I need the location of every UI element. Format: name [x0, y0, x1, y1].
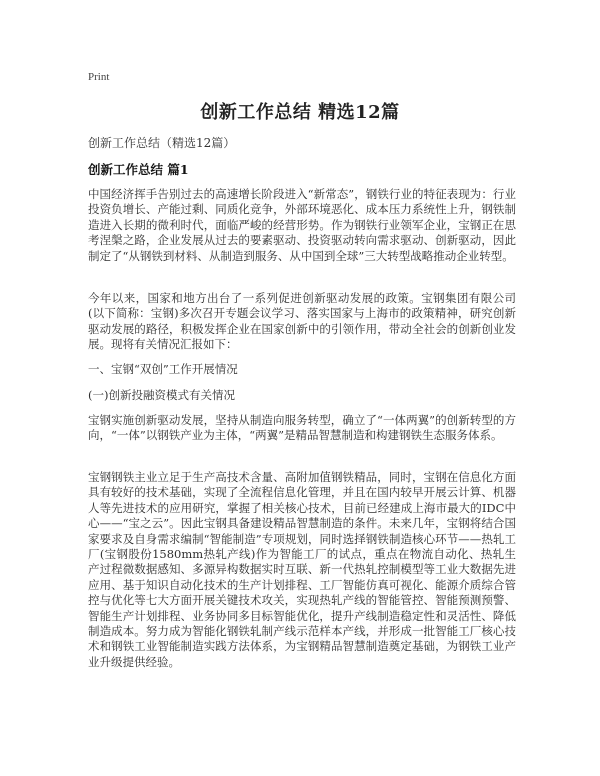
- print-link[interactable]: Print: [88, 71, 110, 83]
- paragraph-4: (一)创新投融资模式有关情况: [88, 388, 235, 402]
- paragraph-1: 中国经济挥手告别过去的高速增长阶段进入“新常态”，钢铁行业的特征表现为：行业投资负增长、产能过剩、同质化竞争，外部环境恶化、成本压力系统性上升，钢铁制造进入长期的微利时代，面临严峻的经营形势。作为钢铁行业领军企业，宝钢正在思考涅槃之路，企业发展从过去的要素驱动、投资驱动转向需求驱动、创新驱动，因此制定了“从钢铁到材料、从制造到服务、从中国到全球”三大转型战略推动企业转型。: [88, 187, 516, 263]
- document-title: 创新工作总结 精选12篇: [200, 102, 400, 123]
- paragraph-3: 一、宝钢“双创”工作开展情况: [88, 362, 238, 376]
- section-heading: 创新工作总结 篇1: [88, 162, 189, 177]
- paragraph-5: 宝钢实施创新驱动发展，坚持从制造向服务转型，确立了“一体两翼”的创新转型的方向，“一体”以钢铁产业为主体，“两翼”是精品智慧制造和构建钢铁生态服务体系。: [88, 413, 516, 443]
- paragraph-6: 宝钢钢铁主业立足于生产高技术含量、高附加值钢铁精品，同时，宝钢在信息化方面具有较好的技术基础，实现了全流程信息化管理，并且在国内较早开展云计算、机器人等先进技术的应用研究，掌握了相关核心技术，目前已经建成上海市最大的IDC中心——“宝之云”。因此宝钢具备建设精品智慧制造的条件。未来几年，宝钢将结合国家要求及自身需求编制“智能制造”专项规划，同时选择钢铁制造核心环节——热轧工厂(宝钢股份1580mm热轧产线)作为智能工厂的试点，重点在物流自动化、热轧生产过程微数据感知、多源异构数据实时互联、新一代热轧控制模型等工业大数据先进应用、基于知识自动化技术的生产计划排程、工厂智能仿真可视化、能源介质综合管控与优化等七大方面开展关键技术攻关，实现热轧产线的智能管控、智能预测预警、智能生产计划排程、业务协同多目标智能优化，提升产线制造稳定性和灵活性、降低制造成本。努力成为智能化钢铁轧制产线示范样本产线，并形成一批智能工厂核心技术和钢铁工业智能制造实践方法体系，为宝钢精品智慧制造奠定基础，为钢铁工业产业升级提供经验。: [88, 470, 516, 669]
- document-subtitle: 创新工作总结（精选12篇）: [88, 136, 236, 150]
- paragraph-2: 今年以来，国家和地方出台了一系列促进创新驱动发展的政策。宝钢集团有限公司(以下简称：宝钢)多次召开专题会议学习、落实国家与上海市的政策精神，研究创新驱动发展的路径，积极发挥企业在国家创新中的引领作用，带动全社会的创新创业发展。现将有关情况汇报如下：: [88, 291, 516, 352]
